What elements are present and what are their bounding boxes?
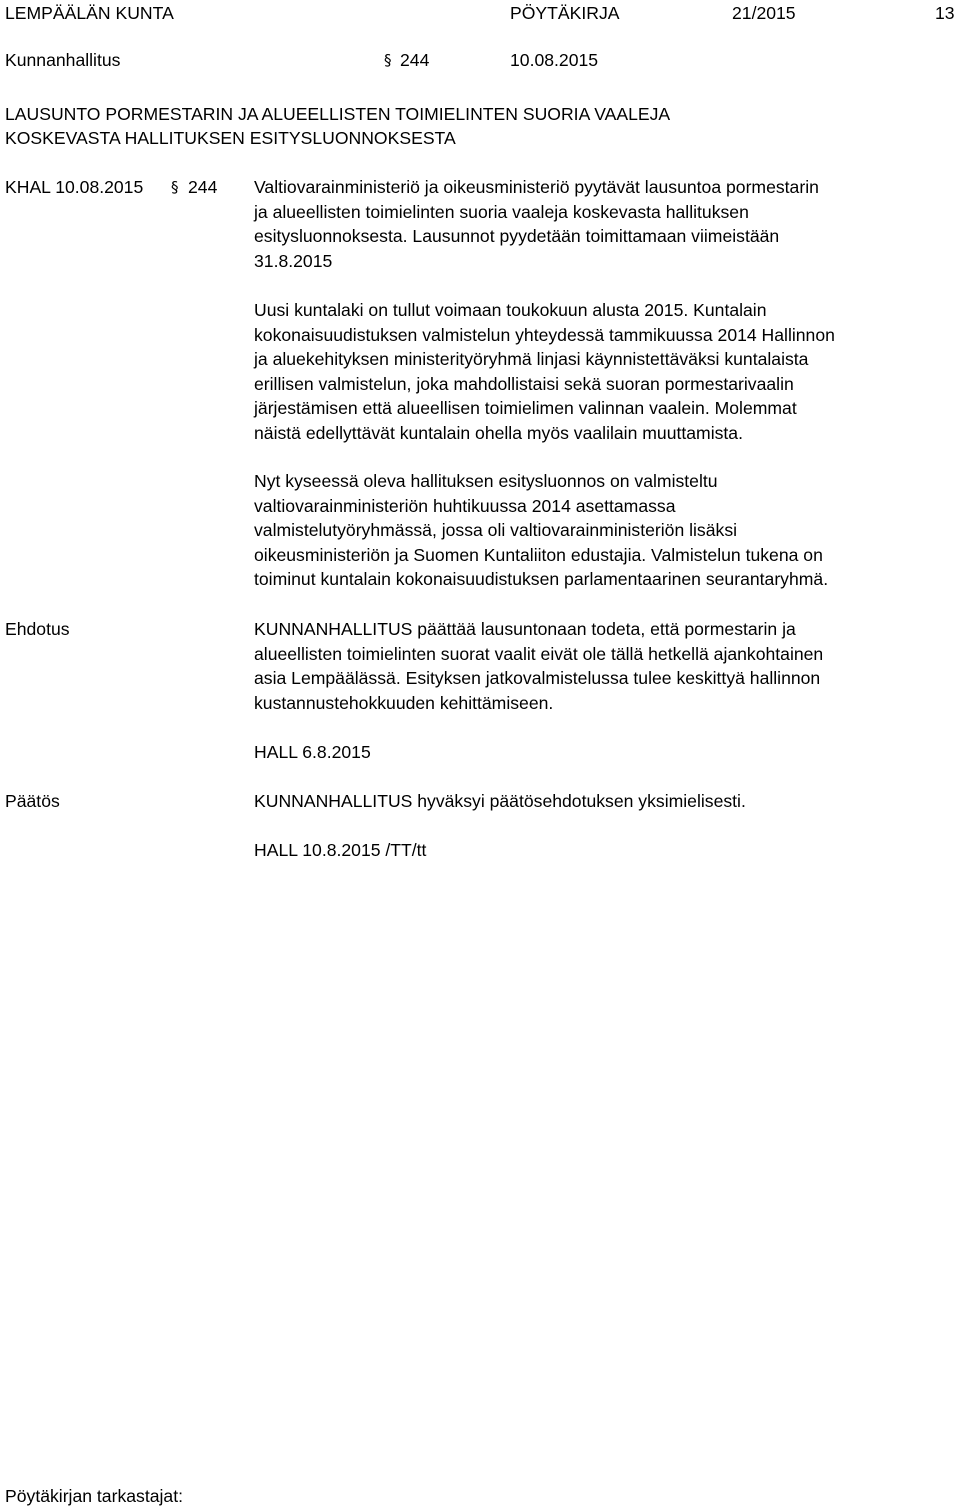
document-title-line-1: LAUSUNTO PORMESTARIN JA ALUEELLISTEN TOIMIELINTEN SUORIA VAALEJA [5,104,671,124]
minutes-reviewers-label: Pöytäkirjan tarkastajat: [5,1486,183,1506]
document-title-line-2: KOSKEVASTA HALLITUKSEN ESITYSLUONNOKSESTA [5,128,456,148]
background-line: järjestämisen että alueellisen toimielimen valinnan vaalein. Molemmat [254,398,797,418]
background-line: kokonaisuudistuksen valmistelun yhteydessä tammikuussa 2014 Hallinnon [254,324,835,345]
decision-signature: HALL 10.8.2015 /TT/tt [254,840,427,860]
intro-line: Valtiovarainministeriö ja oikeusministeriö pyytävät lausuntoa pormestarin [254,177,819,197]
draft-info-line: valtiovarainministeriön huhtikuussa 2014 asettamassa [254,495,676,516]
draft-info-line: Nyt kyseessä oleva hallituksen esitysluonnos on valmisteltu [254,471,718,491]
decision-text: KUNNANHALLITUS hyväksyi päätösehdotuksen yksimielisesti. [254,791,746,811]
background-line: ja aluekehityksen ministerityöryhmä linjasi käynnistettäväksi kuntalaista [254,349,809,369]
intro-line: ja alueellisten toimielinten suoria vaaleja koskevasta hallituksen [254,201,749,222]
section-symbol: § [384,51,392,69]
document-number: 21/2015 [732,3,796,23]
proposal-line: alueellisten toimielinten suorat vaalit eivät ole tällä hetkellä ajankohtainen [254,643,824,664]
intro-line: esitysluonnoksesta. Lausunnot pyydetään toimittamaan viimeistään [254,226,780,246]
reference-number: 244 [188,177,218,197]
reference-section-symbol: § [171,178,179,196]
draft-info-line: toiminut kuntalain kokonaisuudistuksen parlamentaarinen seurantaryhmä. [254,569,829,589]
background-line: Uusi kuntalaki on tullut voimaan toukokuun alusta 2015. Kuntalain [254,300,767,320]
document-type: PÖYTÄKIRJA [510,3,620,23]
proposal-line: asia Lempäälässä. Esityksen jatkovalmistelussa tulee keskittyä hallinnon [254,668,821,688]
proposal-line: kustannustehokkuuden kehittämiseen. [254,692,554,713]
page-number: 13 [935,3,955,23]
meeting-date: 10.08.2015 [510,50,599,70]
intro-line: 31.8.2015 [254,250,333,271]
section-number: 244 [400,50,430,70]
background-line: erillisen valmistelun, joka mahdollistaisi sekä suoran pormestarivaalin [254,373,794,394]
background-paragraph [254,298,960,445]
draft-info-line: oikeusministeriön ja Suomen Kuntaliiton edustajia. Valmistelun tukena on [254,544,823,565]
governing-body: Kunnanhallitus [5,50,121,70]
proposal-label: Ehdotus [5,619,70,639]
background-line: näistä edellyttävät kuntalain ohella myös vaalilain muuttamista. [254,422,743,443]
reference-prefix: KHAL 10.08.2015 [5,177,144,197]
draft-info-paragraph [254,469,960,592]
municipality-name: LEMPÄÄLÄN KUNTA [5,3,174,23]
proposal-signature: HALL 6.8.2015 [254,742,371,762]
decision-label: Päätös [5,791,60,811]
draft-info-line: valmistelutyöryhmässä, jossa oli valtiovarainministeriön lisäksi [254,520,738,540]
intro-paragraph [254,175,960,273]
proposal-line: KUNNANHALLITUS päättää lausuntonaan todeta, että pormestarin ja [254,619,796,639]
proposal-paragraph [254,617,960,715]
